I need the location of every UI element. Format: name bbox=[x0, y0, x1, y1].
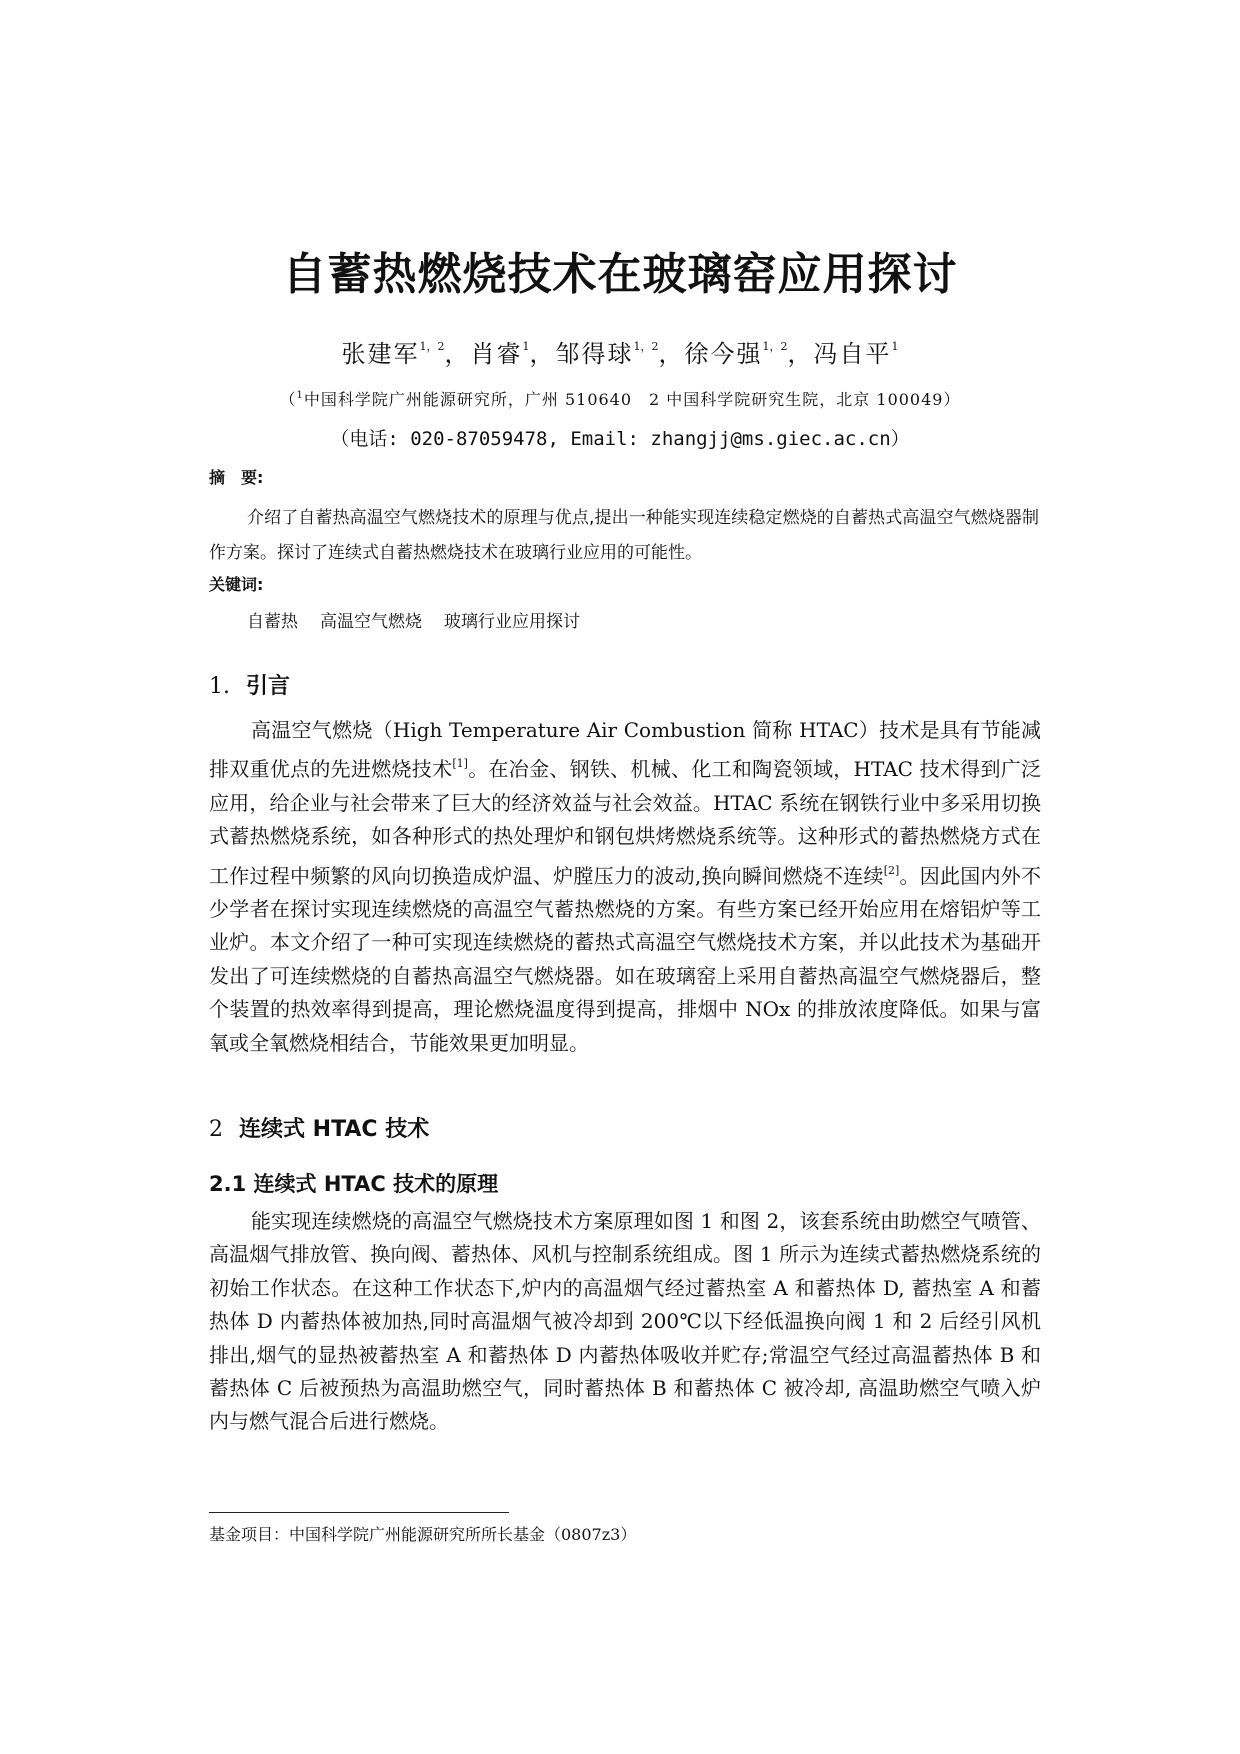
author-name: 张建军 bbox=[341, 340, 420, 368]
keyword: 高温空气燃烧 bbox=[320, 612, 422, 632]
author-affil-mark: 1，2 bbox=[633, 340, 659, 353]
subsection-heading: 2.1 连续式 HTAC 技术的原理 bbox=[209, 1172, 499, 1196]
keyword: 自蓄热 bbox=[247, 612, 298, 632]
intro-text-part: 。因此国内外不少学者在探讨实现连续燃烧的高温空气蓄热燃烧的方案。有些方案已经开始应用在熔铝炉等工业炉。本文介绍了一种可实现连续燃烧的蓄热式高温空气燃烧技术方案，并以此技术为基础开发出了可连续燃烧的自蓄热高温空气燃烧器。如在玻璃窑上采用自蓄热高温空气燃烧器后，整个装置的热效率得到提高，理论燃烧温度得到提高，排烟中 NOx 的排放浓度降低。如果与富氧或全氧燃烧相结合，节能效果更加明显。 bbox=[209, 863, 1042, 1055]
intro-text-part: 。在冶金、钢铁、机械、化工和陶瓷领域，HTAC 技术得到广泛应用，给企业与社会带来了巨大的经济效益与社会效益。HTAC 系统在钢铁行业中多采用切换式蓄热燃烧系统，如各种形式的热处理炉和钢包烘烤燃烧系统等。这种形式的蓄热燃烧方式在工作过程中频繁的风向切换造成炉温、炉膛压力的波动,换向瞬间燃烧不连续 bbox=[209, 757, 1042, 888]
section-title: 引言 bbox=[246, 674, 291, 699]
author-name: 邹得球 bbox=[555, 340, 634, 368]
affil-mark: 1 bbox=[296, 390, 304, 401]
section-number: 1. bbox=[209, 674, 230, 699]
author-name: 冯自平 bbox=[813, 340, 892, 368]
keyword: 玻璃行业应用探讨 bbox=[444, 612, 580, 632]
section-heading-htac bbox=[209, 1112, 429, 1143]
author-separator: ， bbox=[658, 340, 685, 368]
affil-open-paren: （ bbox=[279, 390, 297, 409]
abstract-text: 介绍了自蓄热高温空气燃烧技术的原理与优点,提出一种能实现连续稳定燃烧的自蓄热式高温空气燃烧器制作方案。探讨了连续式自蓄热燃烧技术在玻璃行业应用的可能性。 bbox=[209, 508, 1039, 563]
principle-paragraph: 能实现连续燃烧的高温空气燃烧技术方案原理如图 1 和图 2，该套系统由助燃空气喷管、高温烟气排放管、换向阀、蓄热体、风机与控制系统组成。图 1 所示为连续式蓄热燃烧系统的初始工作状态。在这种工作状态下,炉内的高温烟气经过蓄热室 A 和蓄热体 D, 蓄热室 A 和蓄热体 D 内蓄热体被加热,同时高温烟气被冷却到 200℃以下经低温换向阀 1 和 2 后经引风机排出,烟气的显热被蓄热室 A 和蓄热体 D 内蓄热体吸收并贮存;常温空气经过高温蓄热体 B 和蓄热体 C 后被预热为高温助燃空气，同时蓄热体 B 和蓄热体 C 被冷却, 高温助燃空气喷入炉内与燃气混合后进行燃烧。 bbox=[209, 1209, 1041, 1434]
author-affil-mark: 1，2 bbox=[762, 340, 788, 353]
author-affil-mark: 1 bbox=[891, 340, 899, 353]
abstract-label: 摘 要: bbox=[209, 468, 264, 487]
paper-title: 自蓄热燃烧技术在玻璃窑应用探讨 bbox=[282, 249, 958, 300]
author-affil-mark: 1，2 bbox=[419, 340, 445, 353]
affil-close-paren: ） bbox=[943, 390, 961, 409]
section-heading-intro bbox=[209, 669, 290, 700]
intro-paragraph bbox=[209, 714, 1041, 1060]
author-name: 肖睿 bbox=[470, 340, 523, 368]
affil-text: 中国科学院广州能源研究所，广州 510640 2 中国科学院研究生院，北京 100049 bbox=[303, 390, 944, 409]
citation-ref: [1] bbox=[452, 757, 468, 771]
intro-text-part: 高温空气燃烧（High Temperature Air Combustion 简称 HTAC）技术是具有节能减排双重优点的先进燃烧技术 bbox=[209, 718, 1041, 782]
citation-ref: [2] bbox=[883, 863, 900, 877]
author-separator: ， bbox=[787, 340, 814, 368]
section-title: 连续式 HTAC 技术 bbox=[239, 1117, 430, 1142]
section-number: 2 bbox=[209, 1117, 223, 1142]
footnote-funding: 基金项目：中国科学院广州能源研究所所长基金（0807z3） bbox=[209, 1525, 637, 1544]
keywords-list bbox=[247, 607, 602, 632]
affiliations bbox=[0, 387, 1240, 410]
keywords-label: 关键词: bbox=[209, 575, 264, 594]
author-list bbox=[0, 334, 1240, 369]
author-separator: ， bbox=[529, 340, 556, 368]
author-name: 徐今强 bbox=[684, 340, 763, 368]
author-affil-mark: 1 bbox=[522, 340, 530, 353]
author-separator: ， bbox=[444, 340, 471, 368]
footnote-divider bbox=[209, 1512, 509, 1513]
contact-line: （电话: 020-87059478, Email: zhangjj@ms.giec.ac.cn） bbox=[330, 428, 910, 450]
